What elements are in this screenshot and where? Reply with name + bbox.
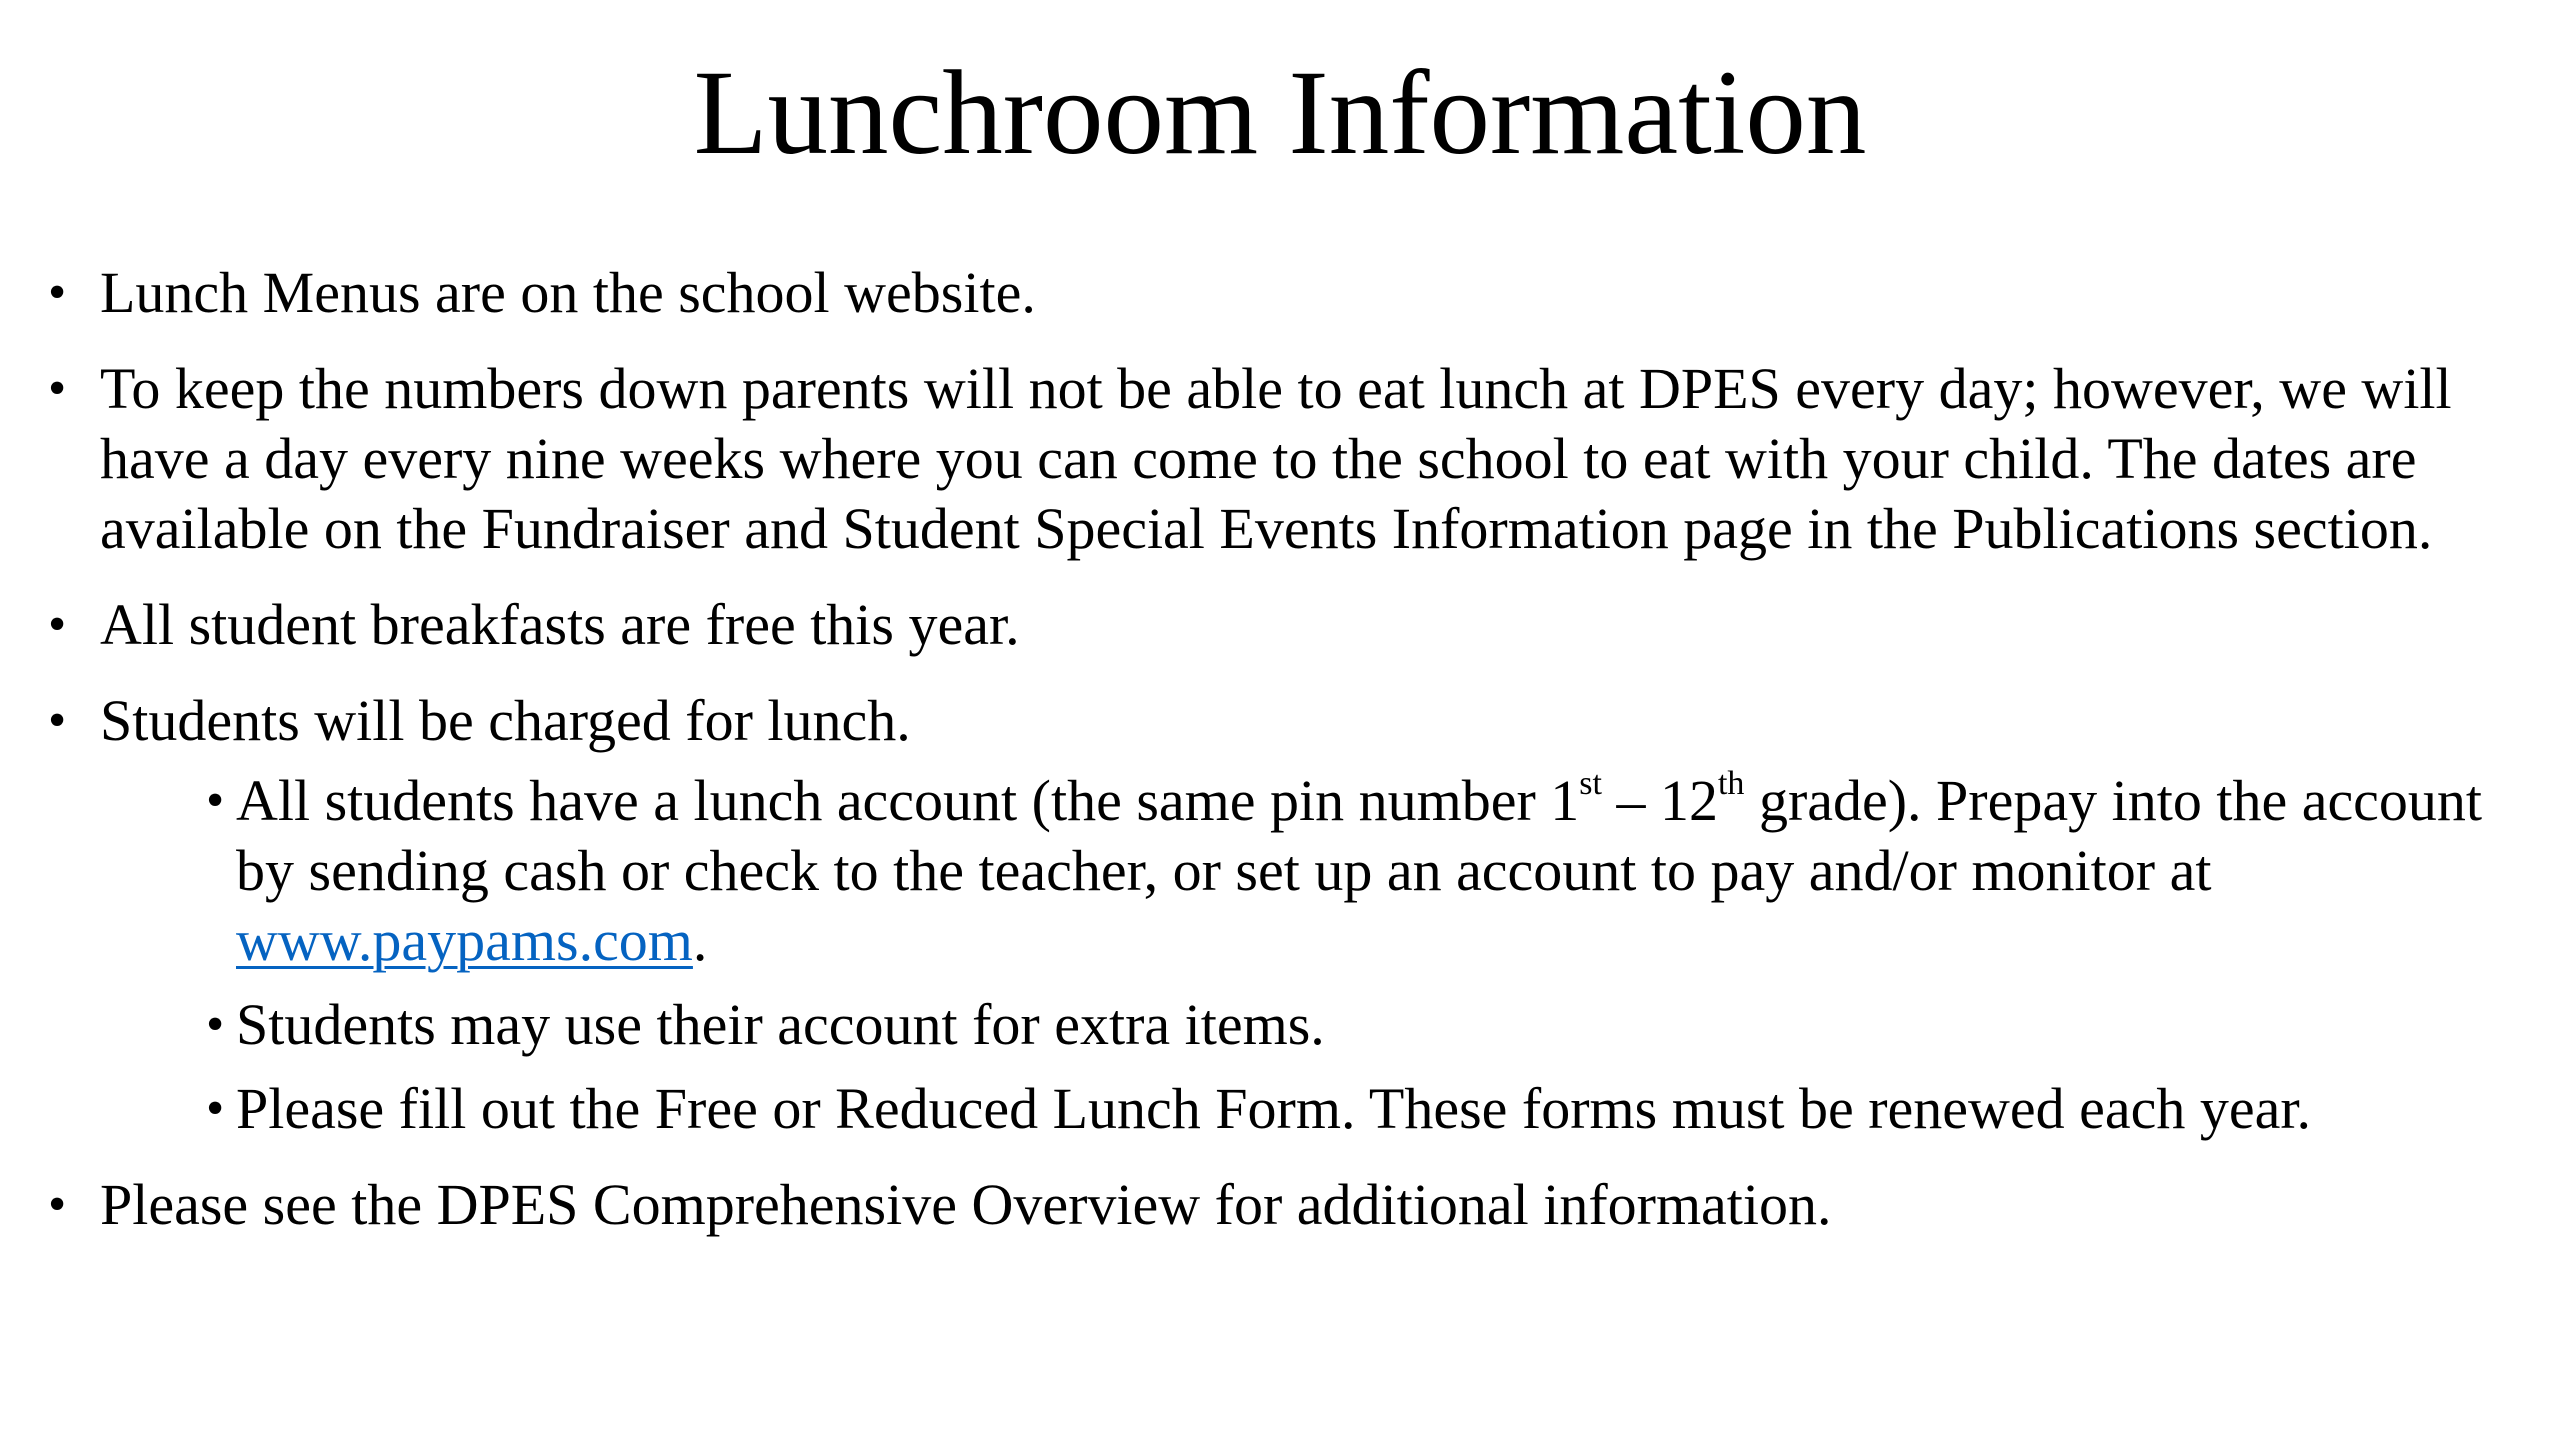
bullet-item xyxy=(40,354,2540,564)
sub-bullet-list xyxy=(100,766,2540,1144)
sub-bullet-item xyxy=(100,766,2540,976)
bullet-text: Lunch Menus are on the school website. xyxy=(100,260,1036,325)
bullet-list xyxy=(40,258,2540,1266)
superscript-th: th xyxy=(1717,764,1745,802)
sub-bullet-icon: • xyxy=(206,996,225,1053)
sub-bullet-icon: • xyxy=(206,772,225,829)
bullet-text: Please see the DPES Comprehensive Overview for additional information. xyxy=(100,1172,1832,1237)
sub-bullet-item xyxy=(100,1074,2540,1144)
paypams-link[interactable]: www.paypams.com xyxy=(236,908,693,973)
account-text-part: . xyxy=(692,908,708,973)
slide-title: Lunchroom Information xyxy=(693,46,1867,180)
bullet-item xyxy=(40,258,2540,328)
bullet-item xyxy=(40,686,2540,1144)
sub-bullet-text xyxy=(236,766,2540,976)
bullet-text: All student breakfasts are free this year. xyxy=(100,592,1020,657)
bullet-icon: • xyxy=(48,596,67,653)
bullet-text: To keep the numbers down parents will not be able to eat lunch at DPES every day; however, we will have a day every nine weeks where you can come to the school to eat with your child. The dates are available on the Fundraiser and Student Special Events Information page in the Publications section. xyxy=(100,356,2452,561)
bullet-icon: • xyxy=(48,692,67,749)
bullet-icon: • xyxy=(48,1176,67,1233)
bullet-item xyxy=(40,1170,2540,1240)
sub-bullet-text: Please fill out the Free or Reduced Lunch Form. These forms must be renewed each year. xyxy=(236,1076,2312,1141)
sub-bullet-icon: • xyxy=(206,1080,225,1137)
account-text-part: – 12 xyxy=(1601,768,1718,833)
account-text-part: grade). Prepay into the account by sending cash or check to the teacher, or set up an account to pay and/or monitor at xyxy=(236,768,2483,903)
sub-bullet-item xyxy=(100,990,2540,1060)
sub-bullet-text: Students may use their account for extra items. xyxy=(236,992,1325,1057)
account-text-part: All students have a lunch account (the same pin number 1 xyxy=(236,768,1580,833)
superscript-st: st xyxy=(1579,764,1602,802)
bullet-item xyxy=(40,590,2540,660)
bullet-text: Students will be charged for lunch. xyxy=(100,688,911,753)
bullet-icon: • xyxy=(48,264,67,321)
bullet-icon: • xyxy=(48,360,67,417)
